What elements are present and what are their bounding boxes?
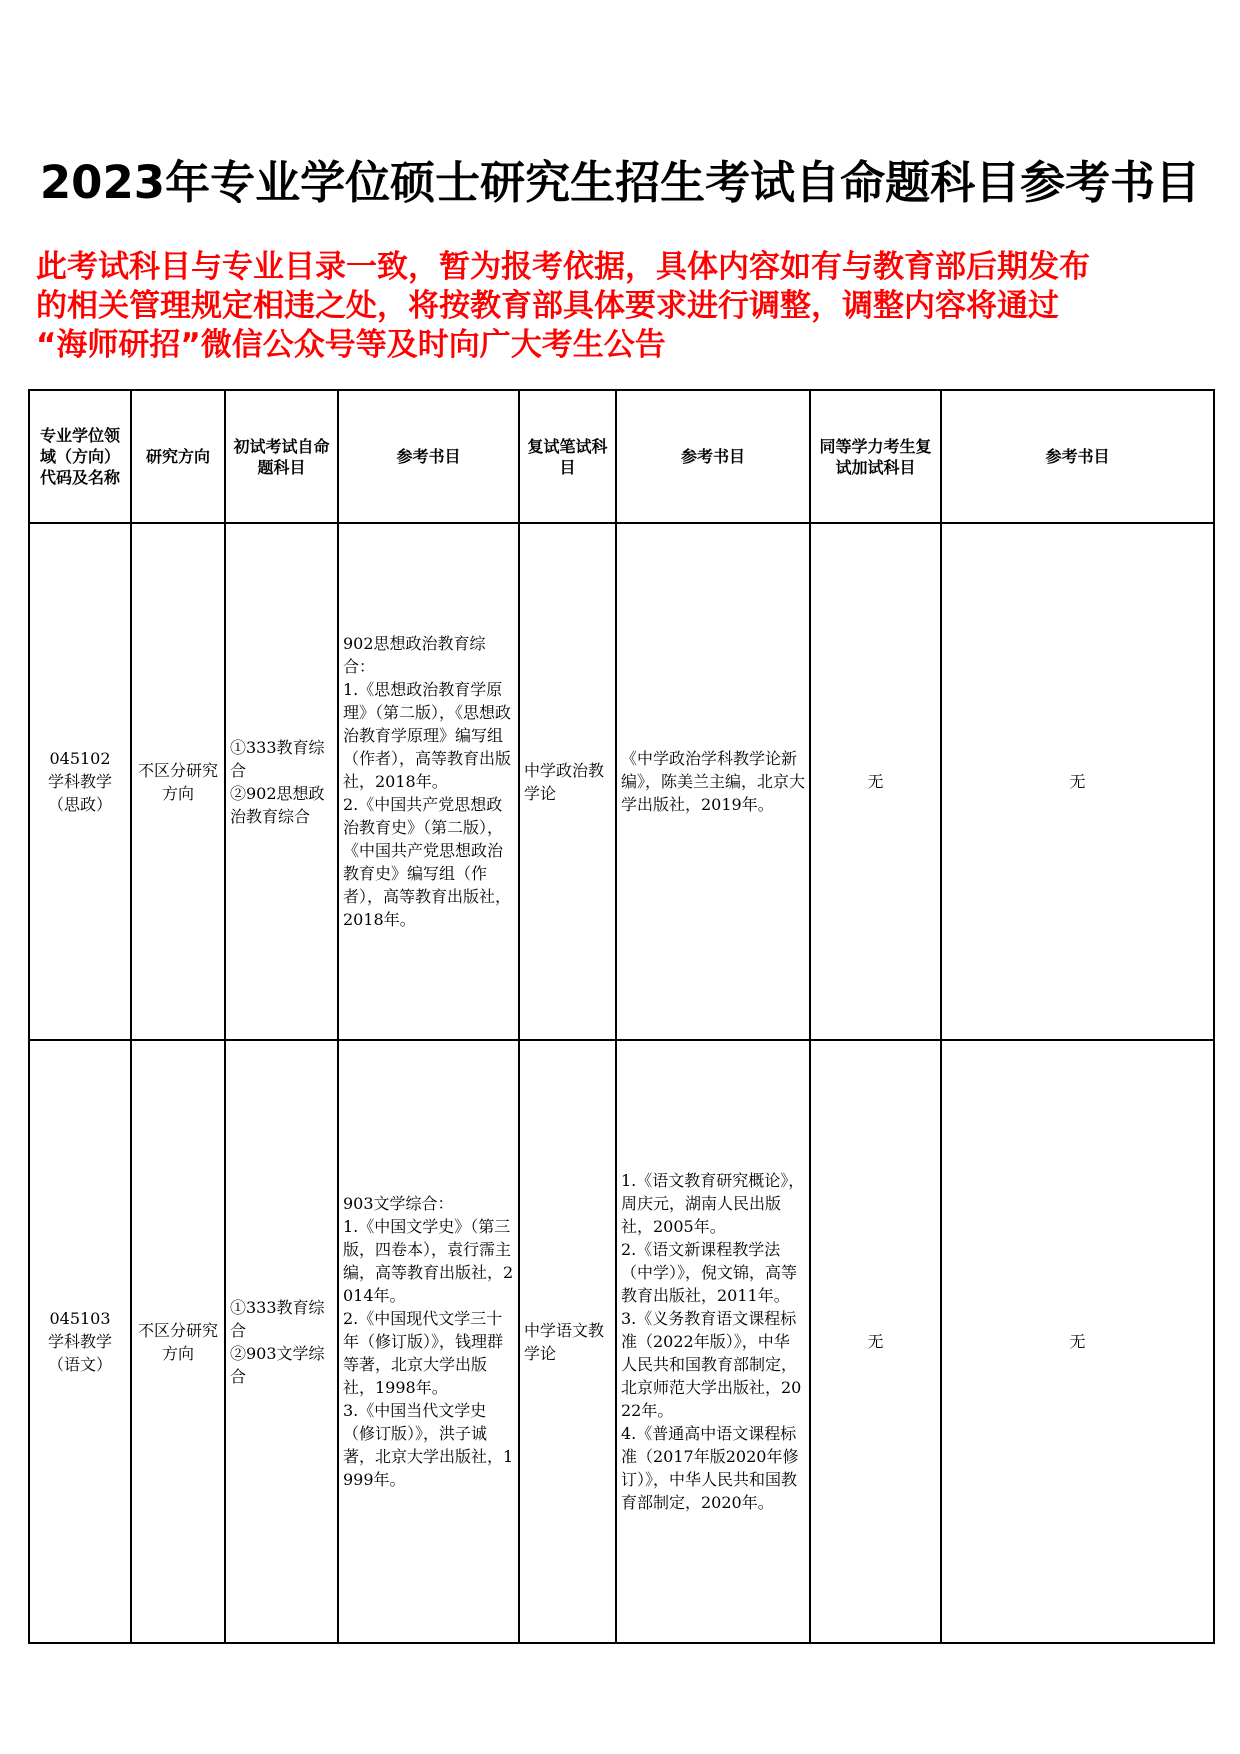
cell-retest-books: 1.《语文教育研究概论》，周庆元，湖南人民出版社，2005年。 2.《语文新课程教学法（中学）》，倪文锦，高等教育出版社，2011年。 3.《义务教育语文课程标准（2022年版）》，中华人民共和国教育部制定，北京师范大学出版社，2022年。 4.《普通高中语文课程标准（2017年版2020年修订）》，中华人民共和国教育部制定，2020年。 <box>616 1040 810 1643</box>
cell-retest-subject: 中学语文教学论 <box>519 1040 616 1643</box>
cell-exam-subjects: ①333教育综合 ②902思想政治教育综合 <box>225 523 338 1040</box>
cell-direction: 不区分研究方向 <box>131 523 225 1040</box>
table-header-row <box>29 390 1214 523</box>
header-extra-subject: 同等学力考生复试加试科目 <box>810 390 941 523</box>
cell-extra-books: 无 <box>941 1040 1214 1643</box>
cell-retest-books: 《中学政治学科教学论新编》，陈美兰主编，北京大学出版社，2019年。 <box>616 523 810 1040</box>
cell-direction: 不区分研究方向 <box>131 1040 225 1643</box>
header-retest-subject: 复试笔试科目 <box>519 390 616 523</box>
header-direction: 研究方向 <box>131 390 225 523</box>
cell-retest-subject: 中学政治教学论 <box>519 523 616 1040</box>
cell-exam-subjects: ①333教育综合 ②903文学综合 <box>225 1040 338 1643</box>
notice-line: 的相关管理规定相违之处，将按教育部具体要求进行调整，调整内容将通过 <box>36 288 1059 324</box>
cell-exam-books: 903文学综合： 1.《中国文学史》（第三版，四卷本），袁行霈主编，高等教育出版社，2014年。 2.《中国现代文学三十年（修订版）》，钱理群等著，北京大学出版社，1998年。 3.《中国当代文学史（修订版）》，洪子诚著，北京大学出版社，1999年。 <box>338 1040 519 1643</box>
cell-field: 045103 学科教学 （语文） <box>29 1040 131 1643</box>
cell-field: 045102 学科教学 （思政） <box>29 523 131 1040</box>
notice-text <box>36 248 1216 365</box>
cell-extra-books: 无 <box>941 523 1214 1040</box>
header-extra-books: 参考书目 <box>941 390 1214 523</box>
cell-exam-books: 902思想政治教育综合： 1.《思想政治教育学原理》（第二版），《思想政治教育学原理》编写组（作者），高等教育出版社，2018年。 2.《中国共产党思想政治教育史》（第二版），《中国共产党思想政治教育史》编写组（作者），高等教育出版社，2018年。 <box>338 523 519 1040</box>
cell-extra-subject: 无 <box>810 523 941 1040</box>
notice-line: “海师研招”微信公众号等及时向广大考生公告 <box>36 327 666 363</box>
reference-books-table <box>28 389 1215 1644</box>
header-exam-books: 参考书目 <box>338 390 519 523</box>
cell-extra-subject: 无 <box>810 1040 941 1643</box>
notice-line: 此考试科目与专业目录一致，暂为报考依据，具体内容如有与教育部后期发布 <box>36 249 1090 285</box>
page-title: 2023年专业学位硕士研究生招生考试自命题科目参考书目 <box>39 156 1201 209</box>
header-exam-subjects: 初试考试自命题科目 <box>225 390 338 523</box>
table-row <box>29 1040 1214 1643</box>
header-field-code: 专业学位领域（方向）代码及名称 <box>29 390 131 523</box>
header-retest-books: 参考书目 <box>616 390 810 523</box>
table-row <box>29 523 1214 1040</box>
